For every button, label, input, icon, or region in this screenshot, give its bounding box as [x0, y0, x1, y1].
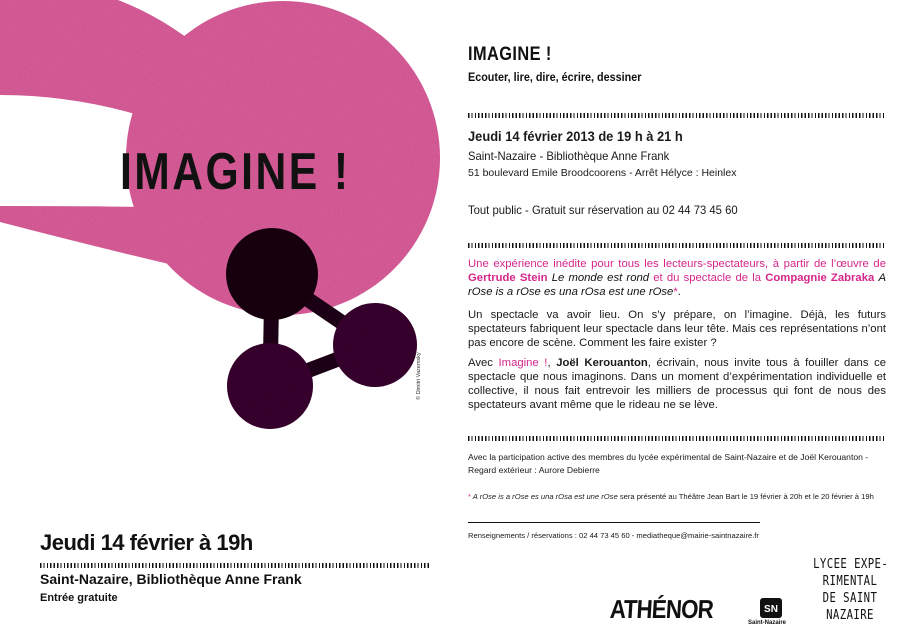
show-title: A rOse is a rOse es una rOsa est une rOse [468, 272, 886, 298]
intro-text: et du spectacle de la [649, 272, 766, 284]
intro-text: . [677, 286, 681, 298]
lycee-logo-line: LYCEE EXPE- [813, 557, 889, 572]
event-venue: Saint-Nazaire - Bibliothèque Anne Frank [468, 149, 670, 163]
intro-text: Une expérience inédite pour tous les lecteurs-spectateurs, à partir de l’œuvre de [468, 258, 886, 270]
event-place: Saint-Nazaire, Bibliothèque Anne Frank [40, 571, 302, 587]
hatch-divider [468, 113, 886, 118]
description-paragraph [468, 356, 886, 412]
hatch-divider [468, 436, 886, 441]
participation-text: Avec la participation active des membres du lycée expérimental de Saint-Nazaire et de Joël Kerouanton - Regard extérieur : Aurore Debierre [468, 452, 869, 475]
event-datetime: Jeudi 14 février 2013 de 19 h à 21 h [468, 128, 683, 144]
event-address: 51 boulevard Emile Broodcoorens - Arrêt Hélyce : Heinlex [468, 167, 737, 179]
company-name: Compagnie Zabraka [765, 272, 875, 284]
intro-paragraph [468, 257, 886, 299]
sail-icon [760, 598, 782, 618]
contact-info: Renseignements / réservations : 02 44 73 45 60 - mediatheque@mairie-saintnazaire.fr [468, 531, 759, 540]
lycee-logo-line: NAZAIRE [826, 608, 874, 623]
molecule-illustration [0, 0, 440, 440]
lycee-logo [805, 556, 895, 624]
lycee-logo-line: RIMENTAL [822, 574, 878, 589]
athenor-logo [611, 594, 731, 625]
author-name: Gertrude Stein [468, 272, 548, 284]
photo-credit: © Dimitri Vazemsky [416, 352, 422, 400]
poster-artwork [0, 0, 440, 440]
description-paragraph: Un spectacle va avoir lieu. On s’y prépare, on l’imagine. Déjà, les futurs spectateurs fabriquent leur spectacle dans leur tête. Mais ces représentations n’ont pas encore de scène. Comment les faire exister ? [468, 309, 886, 349]
logo-mark-text: SN [764, 604, 778, 615]
footnote-text: sera présenté au Théâtre Jean Bart le 19 février à 20h et le 20 février à 19h [617, 492, 874, 501]
book-title: Le monde est rond [551, 272, 650, 284]
footnote [468, 491, 886, 503]
saint-nazaire-label: Saint-Nazaire [748, 620, 787, 626]
dark-ball-bottom [227, 343, 313, 429]
athenor-wordmark: ATHÉNOR [609, 594, 714, 624]
hatch-divider [40, 563, 430, 568]
hatch-divider [468, 243, 886, 248]
artwork-title: IMAGINE ! [120, 143, 351, 201]
writer-name: Joël Kerouanton [556, 357, 648, 369]
event-title: IMAGINE ! [468, 44, 552, 65]
para-text: , écrivain, nous invite tous à fouiller dans ce spectacle que nous imaginons. Dans un moment d’expérimentation individuelle et collective, il nous fait entrevoir les milliers de processus qui font de nous des spectateurs avant même que le rideau ne se lève. [468, 357, 886, 411]
event-date-headline: Jeudi 14 février à 19h [40, 530, 253, 555]
event-subtitle: Ecouter, lire, dire, écrire, dessiner [468, 70, 642, 84]
footnote-star: * [673, 286, 678, 298]
saint-nazaire-logo [748, 596, 788, 632]
para-text: , [547, 357, 557, 369]
imagine-highlight: Imagine ! [498, 357, 548, 369]
lycee-logo-line: DE SAINT [822, 591, 878, 606]
event-audience-info: Tout public - Gratuit sur réservation au 02 44 73 45 60 [468, 203, 738, 217]
show-title: A rOse is a rOse es una rOsa est une rOse [470, 492, 618, 501]
para-text: Avec [468, 357, 499, 369]
entry-info: Entrée gratuite [40, 592, 118, 604]
divider-line [468, 522, 760, 523]
dark-ball-right [333, 303, 417, 387]
footnote-star: * [468, 492, 471, 501]
dark-ball-top [226, 228, 318, 320]
